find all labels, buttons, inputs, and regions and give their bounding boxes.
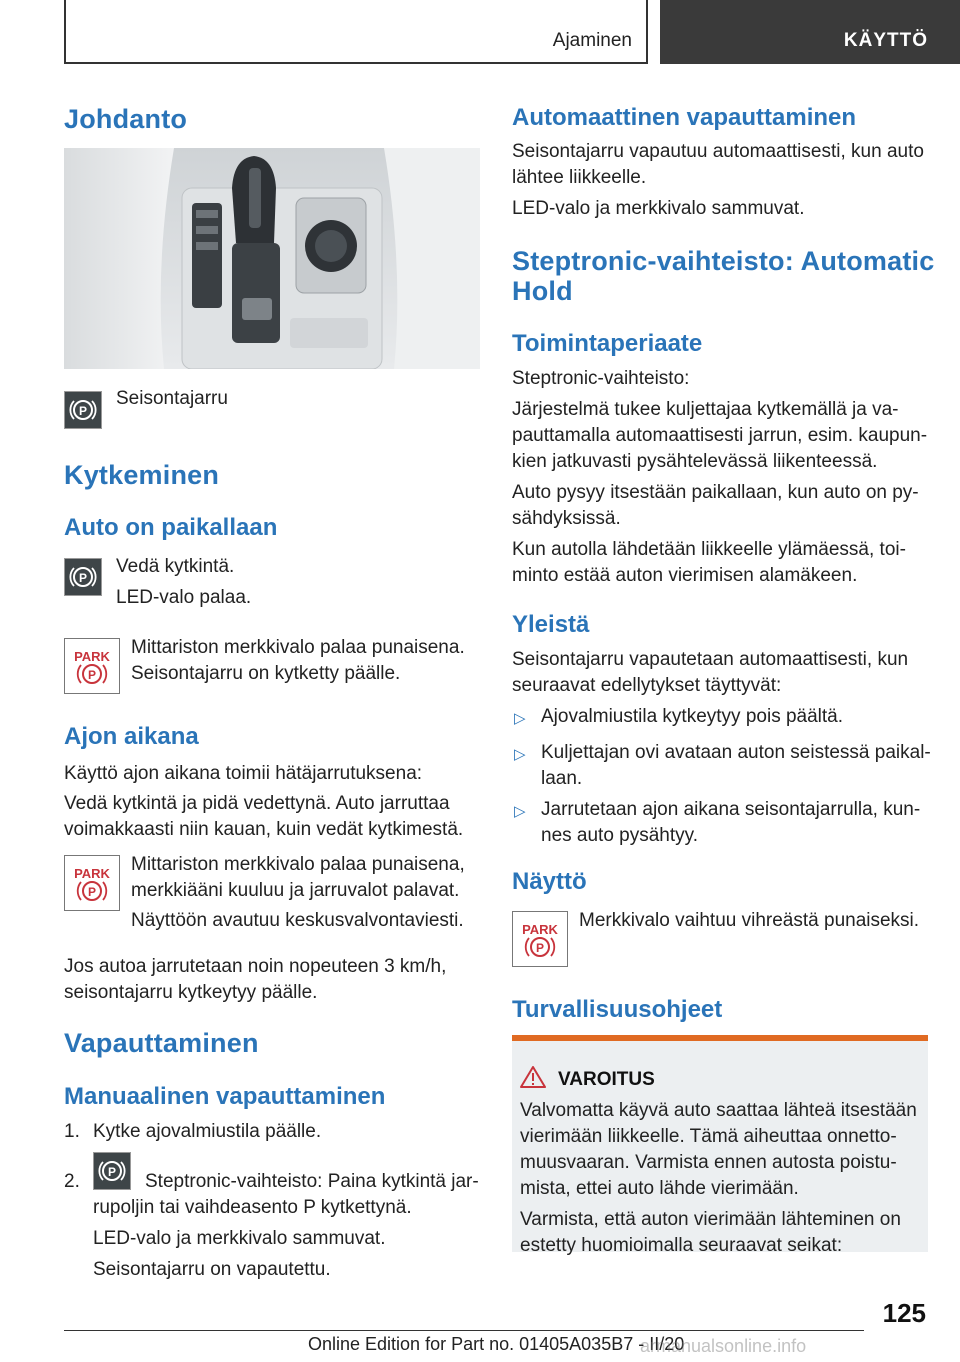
park-text: PARK: [74, 649, 110, 664]
heading-johdanto: Johdanto: [64, 104, 188, 134]
toim-paragraph-1: Steptronic-vaihteisto:: [512, 368, 690, 389]
warning-triangle-icon: [520, 1065, 546, 1094]
paikallaan-text-2: LED-valo palaa.: [116, 587, 252, 608]
toim-paragraph-3-line-1: Auto pysyy itsestään paikallaan, kun auto on py-: [512, 482, 919, 503]
step-1-text: Kytke ajovalmiustila päälle.: [93, 1121, 322, 1142]
warning-line-4: mista, ettei auto lähde vierimään.: [520, 1178, 799, 1199]
heading-ajon-aikana: Ajon aikana: [64, 723, 199, 750]
toim-paragraph-4-line-1: Kun autolla lähdetään liikkeelle ylämäessä, toi-: [512, 539, 906, 560]
step-2-number: 2.: [64, 1171, 80, 1192]
yleista-line-1: Seisontajarru vapautetaan automaattisesti, kun: [512, 649, 909, 670]
bullet-3-text-line-1: Jarrutetaan ajon aikana seisontajarrulla, kun-: [541, 799, 921, 820]
heading-steptronic-line-2: Hold: [512, 276, 573, 306]
heading-manuaalinen-vapauttaminen: Manuaalinen vapauttaminen: [64, 1083, 386, 1110]
heading-turvallisuusohjeet: Turvallisuusohjeet: [512, 996, 723, 1023]
auto-vap-line-2: lähtee liikkeelle.: [512, 167, 647, 188]
toim-paragraph-2-line-2: pauttamalla automaattisesti jarrun, esim. kaupun-: [512, 425, 928, 446]
step-2-text-line-4: Seisontajarru on vapautettu.: [93, 1259, 331, 1280]
heading-toimintaperiaate: Toimintaperiaate: [512, 330, 703, 357]
page-number: 125: [882, 1298, 926, 1328]
footer-edition: Online Edition for Part no. 01405A035B7 - II/20: [308, 1334, 685, 1354]
footer-rule: [64, 1330, 864, 1331]
svg-text:P: P: [107, 1165, 117, 1179]
ajon-paragraph-2-line-2: voimakkaasti niin kauan, kuin vedät kytkimestä.: [64, 819, 464, 840]
triangle-right-bullet-icon: ▷: [514, 710, 526, 727]
yleista-line-2: seuraavat edellytykset täyttyvät:: [512, 675, 782, 696]
ajon-paragraph-3-line-1: Jos autoa jarrutetaan noin nopeuteen 3 km/h,: [64, 956, 447, 977]
naytto-text: Merkkivalo vaihtuu vihreästä punaiseksi.: [579, 910, 920, 931]
bullet-3-text-line-2: nes auto pysähtyy.: [541, 825, 699, 846]
toim-paragraph-3-line-2: sähdyksissä.: [512, 508, 621, 529]
photo-caption: Seisontajarru: [116, 388, 228, 409]
parking-brake-button-icon: [64, 558, 102, 596]
header-chapter-box: [660, 0, 960, 64]
svg-text:P: P: [535, 941, 545, 955]
park2-text-2: merkkiääni kuuluu ja jarruvalot palavat.: [131, 880, 460, 901]
step-2-text-line-3: LED-valo ja merkkivalo sammuvat.: [93, 1228, 386, 1249]
step-1-number: 1.: [64, 1121, 80, 1142]
bullet-2-text-line-2: laan.: [541, 768, 583, 789]
heading-yleista: Yleistä: [512, 611, 590, 638]
heading-vapauttaminen: Vapauttaminen: [64, 1028, 259, 1058]
toim-paragraph-2-line-1: Järjestelmä tukee kuljettajaa kytkemällä ja va-: [512, 399, 899, 420]
heading-kytkeminen: Kytkeminen: [64, 460, 220, 490]
park2-text-1: Mittariston merkkivalo palaa punaisena,: [131, 854, 465, 875]
warning-line-3: muusvaaran. Varmista ennen autosta poistu-: [520, 1152, 897, 1173]
park-warning-light-icon: [512, 911, 568, 967]
heading-auto-paikallaan: Auto on paikallaan: [64, 514, 278, 541]
svg-text:P: P: [87, 885, 97, 899]
svg-text:P: P: [87, 668, 97, 682]
warning-line-2: vierimään liikkeelle. Tämä aiheuttaa onnetto-: [520, 1126, 897, 1147]
park-warning-light-icon: [64, 638, 120, 694]
warning-line-6: estetty huomioimalla seuraavat seikat:: [520, 1235, 843, 1256]
bullet-2-text-line-1: Kuljettajan ovi avataan auton seistessä paikal-: [541, 742, 931, 763]
heading-automaattinen-vapauttaminen: Automaattinen vapauttaminen: [512, 104, 857, 131]
parking-brake-button-icon: [93, 1152, 131, 1190]
step-2-text-line-1: Steptronic-vaihteisto: Paina kytkintä jar-: [145, 1171, 479, 1192]
svg-text:PARK: PARK: [74, 866, 110, 881]
auto-vap-line-3: LED-valo ja merkkivalo sammuvat.: [512, 198, 805, 219]
svg-text:P: P: [78, 404, 88, 418]
ajon-paragraph-3-line-2: seisontajarru kytkeytyy päälle.: [64, 982, 318, 1003]
header-chapter-label: KÄYTTÖ: [843, 30, 928, 51]
toim-paragraph-2-line-3: kien jatkuvasti pysähtelevässä liikenteessä.: [512, 451, 878, 472]
svg-text:P: P: [78, 571, 88, 585]
warning-box: [512, 1035, 928, 1256]
paikallaan-text-1: Vedä kytkintä.: [116, 556, 235, 577]
header-section-box: [64, 0, 648, 64]
footer-watermark: armanualsonline.info: [640, 1336, 807, 1356]
heading-steptronic-line-1: Steptronic-vaihteisto: Automatic: [512, 246, 935, 276]
park2-text-3: Näyttöön avautuu keskusvalvontaviesti.: [131, 910, 464, 931]
parking-brake-button-icon: [64, 391, 102, 429]
triangle-right-bullet-icon: ▷: [514, 803, 526, 820]
ajon-paragraph-2-line-1: Vedä kytkintä ja pidä vedettynä. Auto jarruttaa: [64, 793, 450, 814]
ajon-paragraph-1: Käyttö ajon aikana toimii hätäjarrutuksena:: [64, 763, 423, 784]
warning-line-5: Varmista, että auton vierimään lähteminen on: [520, 1209, 901, 1230]
warning-title: VAROITUS: [558, 1069, 655, 1090]
triangle-right-bullet-icon: ▷: [514, 746, 526, 763]
header-section-label: Ajaminen: [552, 30, 632, 51]
toim-paragraph-4-line-2: minto estää auton vierimisen alamäkeen.: [512, 565, 858, 586]
park-warning-light-icon: [64, 855, 120, 911]
center-console-photo: [64, 148, 480, 369]
bullet-1-text: Ajovalmiustila kytkeytyy pois päältä.: [541, 706, 844, 727]
heading-naytto: Näyttö: [512, 868, 587, 895]
warning-line-1: Valvomatta käyvä auto saattaa lähteä itsestään: [520, 1100, 917, 1121]
auto-vap-line-1: Seisontajarru vapautuu automaattisesti, kun auto: [512, 141, 924, 162]
step-2-text-line-2: rupoljin tai vaihdeasento P kytkettynä.: [93, 1197, 412, 1218]
park1-text-1: Mittariston merkkivalo palaa punaisena.: [131, 637, 465, 658]
park1-text-2: Seisontajarru on kytketty päälle.: [131, 663, 401, 684]
svg-text:PARK: PARK: [522, 922, 558, 937]
